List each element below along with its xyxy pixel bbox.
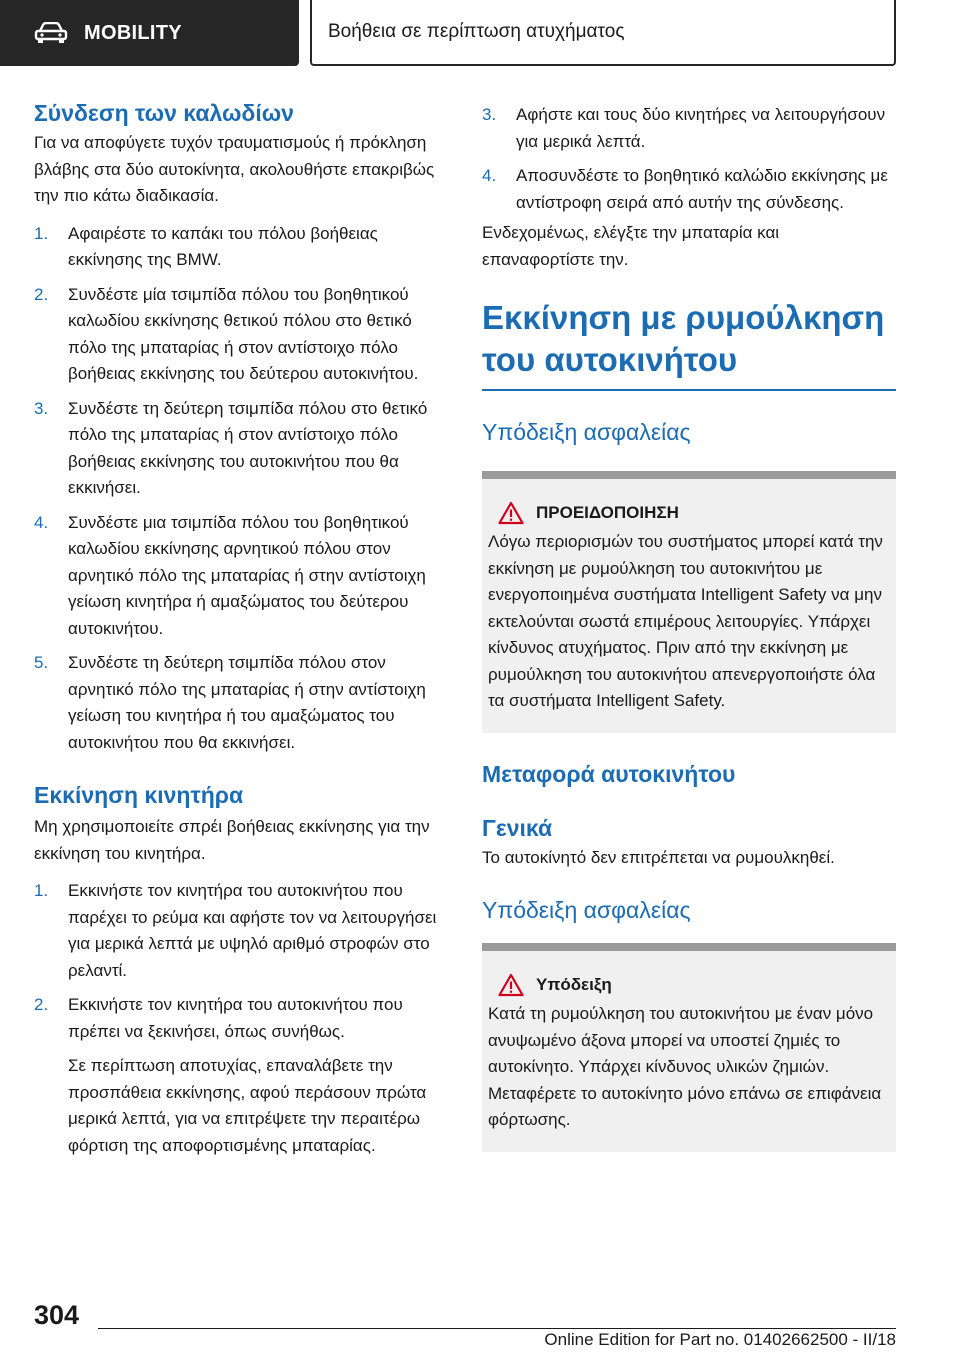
engine-steps [34,878,448,1159]
page-header [0,0,960,66]
after-steps-text: Ενδεχομένως, ελέγξτε την μπαταρία και επαναφορτίστε την. [482,223,780,269]
list-item: 2. Εκκινήστε τον κινητήρα του αυτοκινήτου που πρέπει να ξεκινήσει, όπως συνήθως. Σε περίπτωση αποτυχίας, επαναλάβετε την προσπάθεια εκκίνησης, αφού περάσουν πρώτα μερικά λεπτά, για να επιτρέψετε την περαιτέρω φόρτιση της αποφορτισμένης μπαταρίας. [34,992,448,1159]
list-item: 1. Αφαιρέστε το καπάκι του πόλου βοήθειας εκκίνησης της BMW. [34,223,378,269]
list-item: 5. Συνδέστε τη δεύτερη τσιμπίδα πόλου στον αρνητικό πόλο της μπαταρίας ή στην αντίστοιχη γείωση του κινητήρα ή του αμαξώματος του αυτοκινήτου που θα εκκινήσει. [34,653,426,752]
step-note: Σε περίπτωση αποτυχίας, επαναλάβετε την προσπάθεια εκκίνησης, αφού περάσουν πρώτα μερικά λεπτά, για να επιτρέψετε την περαιτέρω φόρτιση της αποφορτισμένης μπαταρίας. [68,1056,427,1155]
footer-rule [98,1328,896,1329]
heading-rule [482,389,896,391]
right-column [482,98,896,1152]
section-title: Βοήθεια σε περίπτωση ατυχήματος [328,21,625,42]
safety-heading-1: Υπόδειξη ασφαλείας [482,419,691,445]
list-item: 2. Συνδέστε μία τσιμπίδα πόλου του βοηθητικού καλωδίου εκκίνησης θετικού πόλου στο θετικό πόλο της μπαταρίας ή στον αντίστοιχο πόλο βοήθειας εκκίνησης του δεύτερου αυτοκινήτου. [34,284,419,383]
car-icon [34,22,68,44]
left-column [34,98,448,1159]
list-item: 3. Συνδέστε τη δεύτερη τσιμπίδα πόλου στο θετικό πόλο της μπαταρίας ή στον αντίστοιχο πόλο βοήθειας εκκίνησης του αυτοκινήτου που θα εκκινήσει. [34,398,428,497]
notice-heading: Υπόδειξη [488,973,886,997]
list-item: 4. Συνδέστε μια τσιμπίδα πόλου του βοηθητικού καλωδίου εκκίνησης αρνητικού πόλου στον αρνητικό πόλο της μπαταρίας ή στην αντίστοιχη γείωση κινητήρα ή αμαξώματος του δεύτερου αυτοκινήτου. [34,512,426,638]
transport-heading: Μεταφορά αυτοκινήτου [482,760,736,787]
cables-intro: Για να αποφύγετε τυχόν τραυματισμούς ή πρόκληση βλάβης στα δύο αυτοκίνητα, ακολουθήστε επακριβώς την πιο κάτω διαδικασία. [34,133,435,205]
notice-text: Κατά τη ρυμούλκηση του αυτοκινήτου με έναν μόνο ανυψωμένο άξονα μπορεί να υποστεί ζημιές το αυτοκίνητο. Υπάρχει κίνδυνος υλικών ζημιών. Μεταφέρετε το αυτοκίνητο μόνο επάνω σε επιφάνεια φόρτωσης. [488,1004,882,1129]
list-item: 4. Αποσυνδέστε το βοηθητικό καλώδιο εκκίνησης με αντίστροφη σειρά από αυτήν της σύνδεσης. [482,166,888,212]
warning-text: Λόγω περιορισμών του συστήματος μπορεί κατά την εκκίνηση με ρυμούλκηση του αυτοκινήτου με ενεργοποιημένα συστήματα Intelligent Safety να μην εκτελούνται σωστά επιμέρους λειτουργίες. Υπάρχει κίνδυνος ατυχήματος. Πριν από την εκκίνηση με ρυμούλκηση του αυτοκινήτου απενεργοποιήστε όλα τα συστήματα Intelligent Safety. [488,532,883,710]
mobility-label: MOBILITY [84,21,182,44]
warning-heading: ΠΡΟΕΙΔΟΠΟΙΗΣΗ [488,501,886,525]
general-heading: Γενικά [482,814,553,841]
engine-intro: Μη χρησιμοποιείτε σπρέι βοήθειας εκκίνησης για την εκκίνηση του κινητήρα. [34,817,430,863]
cables-steps-continued [482,102,896,216]
list-item: 3. Αφήστε και τους δύο κινητήρες να λειτουργήσουν για μερικά λεπτά. [482,105,886,151]
engine-heading: Εκκίνηση κινητήρα [34,782,244,808]
warning-box [482,471,896,733]
cables-steps [34,221,448,757]
notice-box [482,943,896,1152]
list-item: 1. Εκκινήστε τον κινητήρα του αυτοκινήτου που παρέχει το ρεύμα και αφήστε τον να λειτουργήσει για μερικά λεπτά με υψηλό αριθμό στροφών στο ρελαντί. [34,881,437,980]
section-breadcrumb [310,0,896,66]
cables-heading: Σύνδεση των καλωδίων [34,100,294,126]
towstart-heading: Εκκίνηση με ρυμούλκηση του αυτοκινήτου [482,299,885,378]
general-text: Το αυτοκίνητό δεν επιτρέπεται να ρυμουλκηθεί. [482,847,835,867]
mobility-tab[interactable] [0,0,299,66]
edition-text: Online Edition for Part no. 01402662500 - II/18 [544,1330,896,1349]
page-number: 304 [34,1300,80,1330]
warning-triangle-icon [498,973,524,997]
warning-triangle-icon [498,501,524,525]
safety-heading-2: Υπόδειξη ασφαλείας [482,897,691,923]
